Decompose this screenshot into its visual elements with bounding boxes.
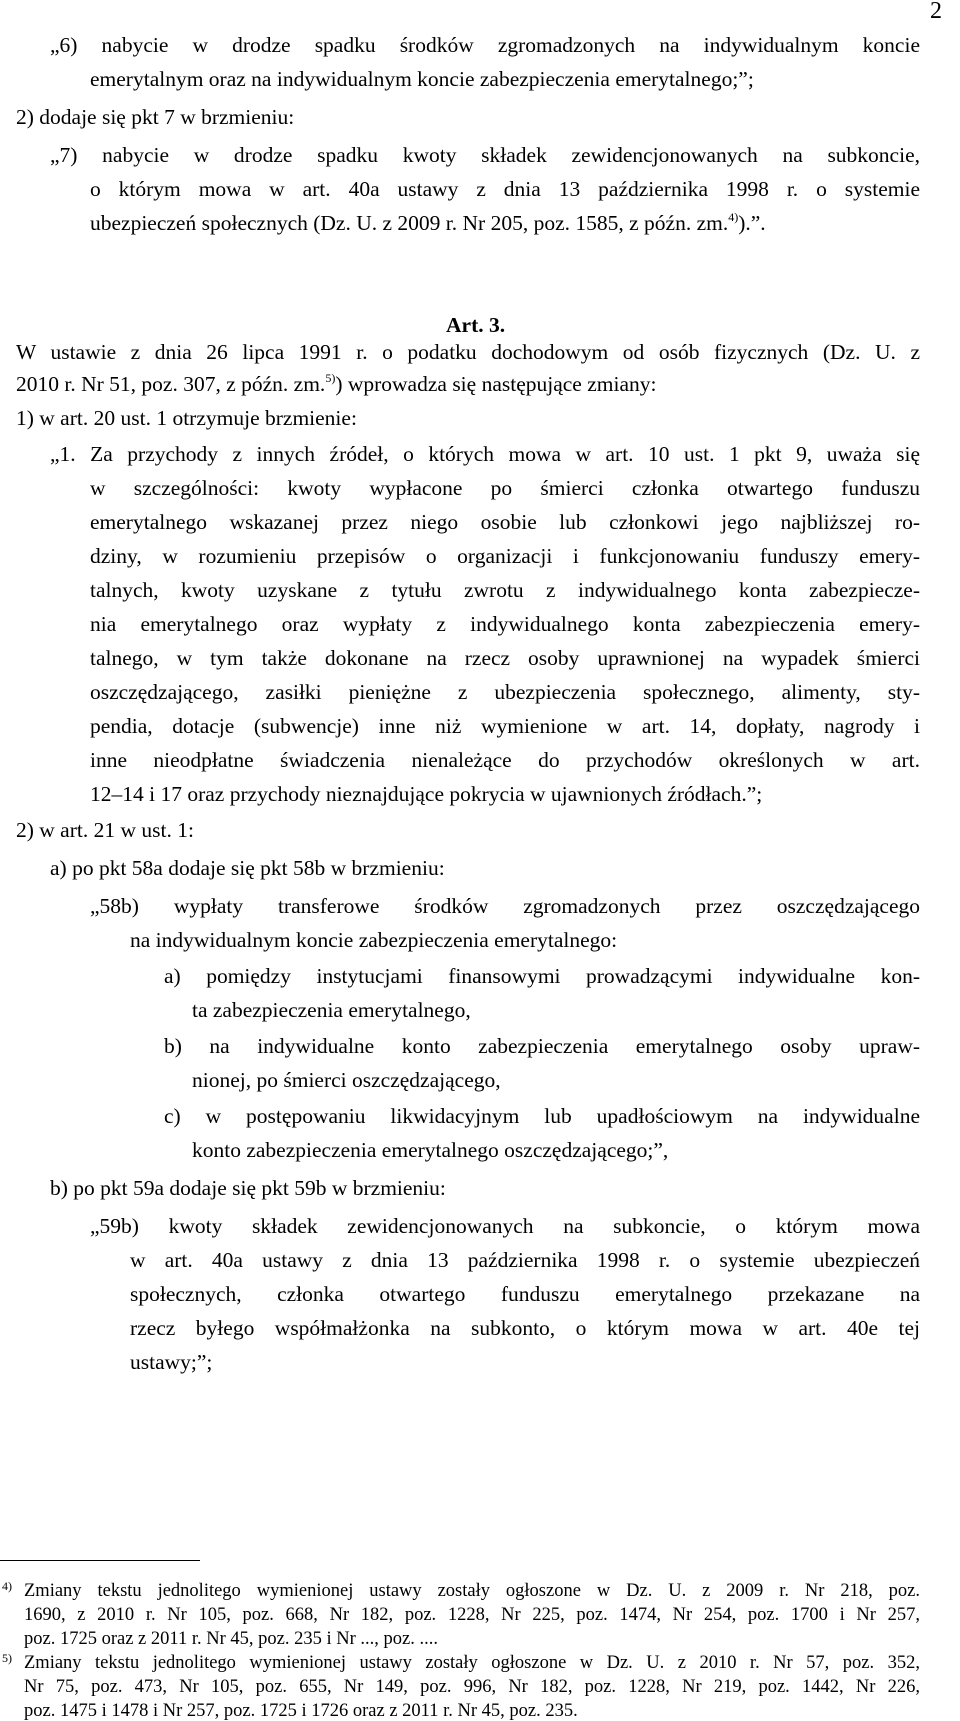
body-text: W ustawie z dnia 26 lipca 1991 r. o podatku dochodowym od osób fizycznych (Dz. U. z bbox=[16, 340, 920, 364]
body-line bbox=[130, 1284, 920, 1306]
body-line bbox=[192, 1000, 471, 1022]
body-line bbox=[90, 784, 762, 806]
footnote-reference: 5) bbox=[325, 371, 336, 385]
body-text: b) po pkt 59a dodaje się pkt 59b w brzmieniu: bbox=[50, 1176, 446, 1200]
amendment-line bbox=[90, 69, 754, 91]
body-text: emerytalnego wskazanej przez niego osobie lub członkowi jego najbliższej ro- bbox=[90, 510, 920, 534]
amendment-text-tail: ).”. bbox=[738, 211, 766, 235]
body-line bbox=[90, 546, 920, 568]
amendment-line bbox=[50, 145, 920, 167]
body-line bbox=[16, 371, 657, 396]
footnote-line bbox=[24, 1678, 920, 1697]
body-line bbox=[90, 580, 920, 602]
body-line bbox=[90, 478, 920, 500]
page-number: 2 bbox=[930, 0, 942, 24]
footnote-line bbox=[24, 1630, 438, 1649]
body-text: oszczędzającego, zasiłki pieniężne z ubezpieczenia społecznego, alimenty, sty- bbox=[90, 680, 920, 704]
body-line bbox=[16, 408, 357, 430]
body-line bbox=[50, 1178, 446, 1200]
body-text: 2) w art. 21 w ust. 1: bbox=[16, 818, 194, 842]
amendment-text: „7) nabycie w drodze spadku kwoty składek zewidencjonowanych na subkoncie, bbox=[50, 143, 920, 167]
amendment-text: „6) nabycie w drodze spadku środków zgromadzonych na indywidualnym koncie bbox=[50, 33, 920, 57]
body-text: „1. Za przychody z innych źródeł, o których mowa w art. 10 ust. 1 pkt 9, uważa się bbox=[50, 442, 920, 466]
footnote-separator bbox=[0, 1560, 200, 1561]
footnote-line bbox=[24, 1702, 578, 1721]
footnote-line: 4) Zmiany tekstu jednolitego wymienionej ustawy zostały ogłoszone w Dz. U. z 2009 r. Nr 218, poz. bbox=[2, 1579, 920, 1601]
body-text: nionej, po śmierci oszczędzającego, bbox=[192, 1068, 501, 1092]
body-line bbox=[164, 1036, 920, 1058]
footnote-line: 5) Zmiany tekstu jednolitego wymienionej ustawy zostały ogłoszone w Dz. U. z 2010 r. Nr 57, poz. 352, bbox=[2, 1651, 920, 1673]
footnote-text: Zmiany tekstu jednolitego wymienionej ustawy zostały ogłoszone w Dz. U. z 2010 r. Nr 57, poz. 352, bbox=[24, 1653, 920, 1673]
body-text: „59b) kwoty składek zewidencjonowanych na subkoncie, o którym mowa bbox=[90, 1214, 920, 1238]
amendment-line bbox=[50, 35, 920, 57]
body-text: ustawy;”; bbox=[130, 1350, 213, 1374]
amendment-text: ubezpieczeń społecznych (Dz. U. z 2009 r. Nr 205, poz. 1585, z późn. zm. bbox=[90, 211, 729, 235]
body-line bbox=[130, 1250, 920, 1272]
body-text: konto zabezpieczenia emerytalnego oszczędzającego;”, bbox=[192, 1138, 669, 1162]
body-line bbox=[90, 716, 920, 738]
body-text: 2010 r. Nr 51, poz. 307, z późn. zm. bbox=[16, 372, 326, 396]
footnote-text: 1690, z 2010 r. Nr 105, poz. 668, Nr 182, poz. 1228, Nr 225, poz. 1474, Nr 254, poz. 1700 i Nr 257, bbox=[24, 1605, 920, 1625]
footnote-text: poz. 1725 oraz z 2011 r. Nr 45, poz. 235 i Nr ..., poz. .... bbox=[24, 1629, 438, 1649]
body-text: w art. 40a ustawy z dnia 13 października 1998 r. o systemie ubezpieczeń bbox=[130, 1248, 920, 1272]
amendment-text: emerytalnym oraz na indywidualnym koncie zabezpieczenia emerytalnego;”; bbox=[90, 67, 754, 91]
body-text: talnego, w tym także dokonane na rzecz osoby uprawnionej na wypadek śmierci bbox=[90, 646, 920, 670]
body-text-tail: ) wprowadza się następujące zmiany: bbox=[335, 372, 657, 396]
body-line bbox=[50, 444, 920, 466]
body-line bbox=[90, 614, 920, 636]
body-line bbox=[90, 682, 920, 704]
body-text: społecznych, członka otwartego funduszu emerytalnego przekazane na bbox=[130, 1282, 920, 1306]
body-line bbox=[130, 930, 617, 952]
body-text: nia emerytalnego oraz wypłaty z indywidualnego konta zabezpieczenia emery- bbox=[90, 612, 920, 636]
body-line bbox=[16, 820, 194, 842]
body-line bbox=[90, 648, 920, 670]
footnote-reference: 4) bbox=[728, 210, 739, 224]
body-line bbox=[192, 1140, 668, 1162]
footnote-text: Zmiany tekstu jednolitego wymienionej ustawy zostały ogłoszone w Dz. U. z 2009 r. Nr 218, poz. bbox=[24, 1581, 920, 1601]
amendment-line bbox=[90, 210, 766, 235]
body-line bbox=[130, 1318, 920, 1340]
body-text: inne nieodpłatne świadczenia nienależące do przychodów określonych w art. bbox=[90, 748, 920, 772]
body-line bbox=[164, 966, 920, 988]
amendment-text: 2) dodaje się pkt 7 w brzmieniu: bbox=[16, 105, 295, 129]
body-text: a) po pkt 58a dodaje się pkt 58b w brzmieniu: bbox=[50, 856, 445, 880]
body-line bbox=[90, 896, 920, 918]
body-text: pendia, dotacje (subwencje) inne niż wymienione w art. 14, dopłaty, nagrody i bbox=[90, 714, 920, 738]
body-line bbox=[16, 342, 920, 364]
body-line bbox=[164, 1106, 920, 1128]
amendment-text: o którym mowa w art. 40a ustawy z dnia 13 października 1998 r. o systemie bbox=[90, 177, 920, 201]
body-line bbox=[90, 512, 920, 534]
body-line bbox=[90, 1216, 920, 1238]
body-text: na indywidualnym koncie zabezpieczenia emerytalnego: bbox=[130, 928, 618, 952]
body-line bbox=[130, 1352, 212, 1374]
body-line bbox=[50, 858, 445, 880]
article-heading: Art. 3. bbox=[446, 313, 506, 337]
body-text: talnych, kwoty uzyskane z tytułu zwrotu z indywidualnego konta zabezpiecze- bbox=[90, 578, 920, 602]
amendment-line bbox=[90, 179, 920, 201]
body-text: w szczególności: kwoty wypłacone po śmierci członka otwartego funduszu bbox=[90, 476, 920, 500]
amendment-line bbox=[16, 107, 294, 129]
body-text: dziny, w rozumieniu przepisów o organizacji i funkcjonowaniu funduszy emery- bbox=[90, 544, 920, 568]
body-text: „58b) wypłaty transferowe środków zgromadzonych przez oszczędzającego bbox=[90, 894, 920, 918]
body-text: a) pomiędzy instytucjami finansowymi prowadzącymi indywidualne kon- bbox=[164, 964, 920, 988]
body-text: b) na indywidualne konto zabezpieczenia emerytalnego osoby upraw- bbox=[164, 1034, 920, 1058]
footnote-text: poz. 1475 i 1478 i Nr 257, poz. 1725 i 1726 oraz z 2011 r. Nr 45, poz. 235. bbox=[24, 1701, 578, 1721]
body-text: rzecz byłego współmałżonka na subkonto, o którym mowa w art. 40e tej bbox=[130, 1316, 920, 1340]
body-text: ta zabezpieczenia emerytalnego, bbox=[192, 998, 471, 1022]
footnote-text: Nr 75, poz. 473, Nr 105, poz. 655, Nr 149, poz. 996, Nr 182, poz. 1228, Nr 219, poz. 1442, Nr 226, bbox=[24, 1677, 920, 1697]
body-line bbox=[90, 750, 920, 772]
body-text: c) w postępowaniu likwidacyjnym lub upadłościowym na indywidualne bbox=[164, 1104, 920, 1128]
body-text: 12–14 i 17 oraz przychody nieznajdujące pokrycia w ujawnionych źródłach.”; bbox=[90, 782, 763, 806]
body-line bbox=[192, 1070, 501, 1092]
footnote-line bbox=[24, 1606, 920, 1625]
body-text: 1) w art. 20 ust. 1 otrzymuje brzmienie: bbox=[16, 406, 357, 430]
